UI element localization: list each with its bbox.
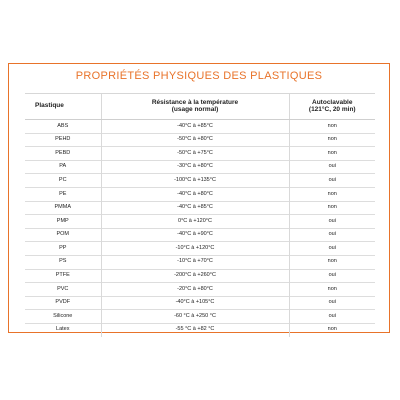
table-row: [25, 120, 375, 134]
cell-plastique: PVDF: [55, 299, 71, 306]
cell-autoclavable: non: [327, 326, 337, 333]
cell-resistance: -50°C à +75°C: [101, 147, 289, 161]
cell-autoclavable: oui: [328, 176, 336, 183]
cell-plastique: PTFE: [55, 272, 70, 279]
column-header-plastique-label: Plastique: [35, 102, 64, 110]
properties-card: [8, 63, 390, 333]
cell-autoclavable: non: [327, 190, 337, 197]
cell-resistance: -10°C à +70°C: [101, 255, 289, 269]
table-row: [25, 133, 375, 147]
cell-autoclavable: non: [327, 149, 337, 156]
table-body: [25, 120, 375, 337]
cell-plastique: PMP: [56, 217, 69, 224]
cell-resistance: 0°C à +120°C: [101, 215, 289, 229]
table-row: [25, 269, 375, 283]
cell-resistance: -40°C à +105°C: [101, 296, 289, 310]
column-header-autoclavable-line1: Autoclavable: [312, 99, 353, 106]
cell-autoclavable: oui: [328, 217, 336, 224]
cell-plastique: PE: [59, 190, 67, 197]
table-header: [25, 94, 375, 120]
cell-autoclavable: non: [327, 136, 337, 143]
table-header-row: [25, 94, 375, 120]
cell-plastique: POM: [56, 231, 70, 238]
cell-autoclavable: non: [327, 122, 337, 129]
table-row: [25, 160, 375, 174]
column-header-resistance-line2: (usage normal): [171, 105, 219, 113]
properties-table: [25, 94, 375, 337]
cell-resistance: -100°C à +135°C: [101, 174, 289, 188]
cell-plastique: Latex: [56, 326, 70, 333]
cell-plastique: PMMA: [54, 204, 71, 211]
cell-autoclavable: oui: [328, 299, 336, 306]
cell-autoclavable: oui: [328, 163, 336, 170]
table-row: [25, 255, 375, 269]
cell-resistance: -40°C à +85°C: [101, 201, 289, 215]
cell-plastique: PEBD: [55, 149, 71, 156]
cell-autoclavable: oui: [328, 312, 336, 319]
cell-plastique: PP: [59, 244, 67, 251]
page-title: PROPRIÉTÉS PHYSIQUES DES PLASTIQUES: [75, 70, 323, 82]
table-row: [25, 215, 375, 229]
cell-plastique: Silicone: [53, 312, 73, 319]
cell-autoclavable: non: [327, 285, 337, 292]
table-row: [25, 283, 375, 297]
column-header-plastique: [25, 94, 101, 120]
table-row: [25, 201, 375, 215]
cell-autoclavable: non: [327, 204, 337, 211]
cell-autoclavable: oui: [328, 244, 336, 251]
table-row: [25, 296, 375, 310]
cell-resistance: -55 °C à +82 °C: [101, 323, 289, 336]
cell-resistance: -40°C à +80°C: [101, 187, 289, 201]
table-row: [25, 242, 375, 256]
properties-table-container: [25, 93, 375, 337]
cell-resistance: -10°C à +120°C: [101, 242, 289, 256]
column-header-resistance-line1: Résistance à la température: [151, 99, 239, 106]
cell-resistance: -20°C à +80°C: [101, 283, 289, 297]
table-row: [25, 187, 375, 201]
column-header-autoclavable: [289, 94, 375, 120]
cell-plastique: PC: [58, 176, 67, 183]
column-header-resistance: [101, 94, 289, 120]
cell-autoclavable: oui: [328, 272, 336, 279]
cell-resistance: -60 °C à +250 °C: [101, 310, 289, 324]
cell-resistance: -200°C à +260°C: [101, 269, 289, 283]
column-header-autoclavable-line2: (121°C, 20 min): [308, 105, 356, 113]
cell-resistance: -30°C à +80°C: [101, 160, 289, 174]
table-row: [25, 147, 375, 161]
cell-plastique: PEHD: [55, 136, 71, 143]
table-row: [25, 310, 375, 324]
cell-autoclavable: oui: [328, 231, 336, 238]
table-row: [25, 323, 375, 336]
cell-resistance: -50°C à +80°C: [101, 133, 289, 147]
cell-resistance: -40°C à +85°C: [101, 120, 289, 134]
table-row: [25, 174, 375, 188]
cell-plastique: ABS: [57, 122, 69, 129]
cell-autoclavable: non: [327, 258, 337, 265]
cell-plastique: PVC: [57, 285, 69, 292]
cell-plastique: PS: [59, 258, 67, 265]
table-row: [25, 228, 375, 242]
cell-resistance: -40°C à +90°C: [101, 228, 289, 242]
cell-plastique: PA: [59, 163, 67, 170]
